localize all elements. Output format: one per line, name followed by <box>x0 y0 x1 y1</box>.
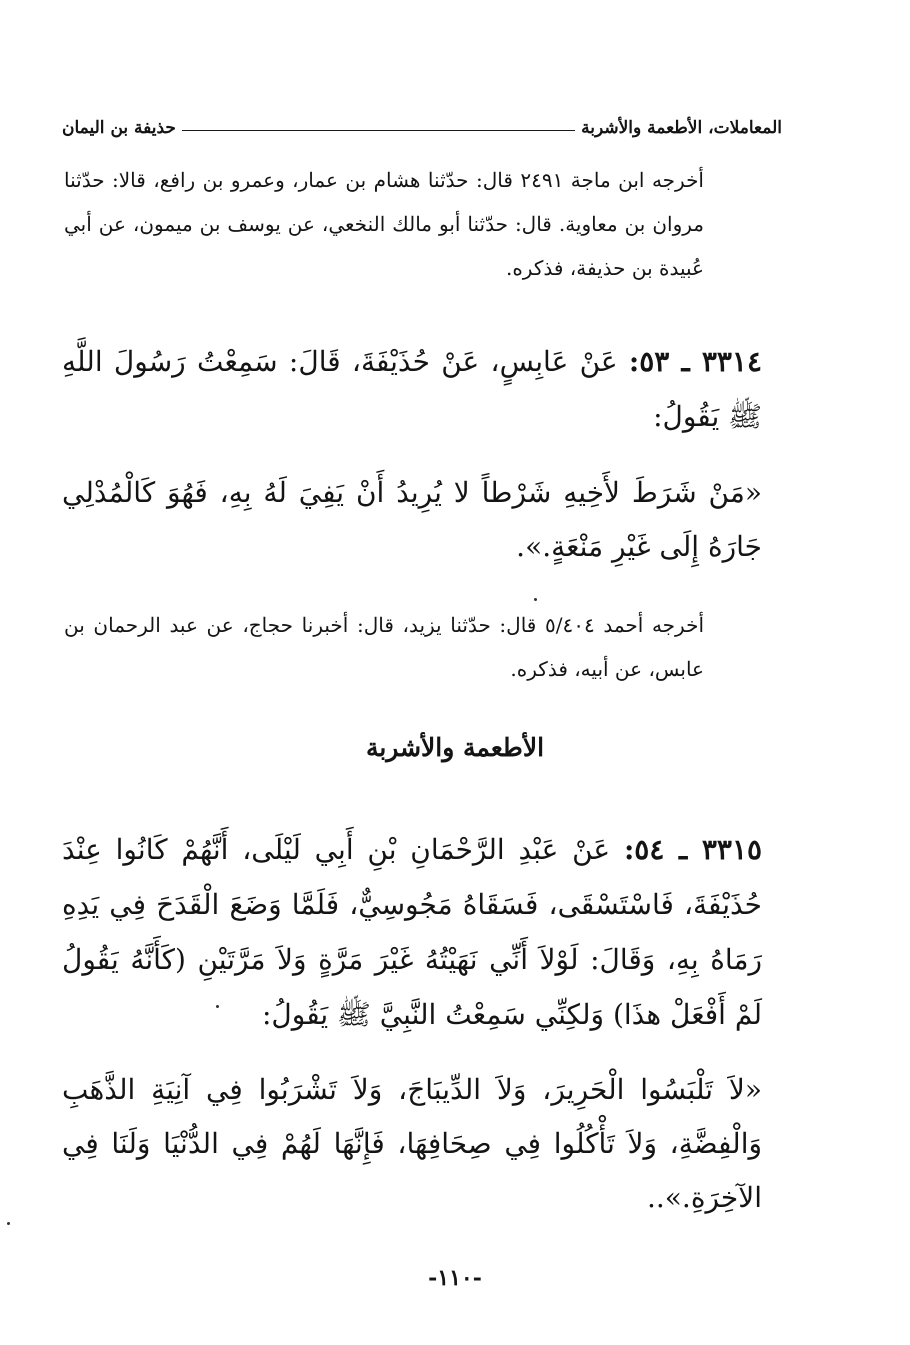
page-number: -١١٠- <box>428 1265 482 1291</box>
scan-speck <box>7 1222 10 1225</box>
hadith-53-text: عَنْ عَابِسٍ، عَنْ حُذَيْفَةَ، قَالَ: سَمِعْتُ رَسُولَ اللَّهِ ﷺ يَقُولُ: <box>62 345 762 433</box>
source-note-1 <box>64 158 704 290</box>
hadith-53-quote <box>62 466 762 574</box>
source-note-2-text: أخرجه أحمد ٥/٤٠٤ قال: حدّثنا يزيد، قال: أخبرنا حجاج، عن عبد الرحمان بن عابس، عن أبيه، فذكره. <box>64 613 704 681</box>
hadith-54-number: ٣٣١٥ ـ ٥٤: <box>623 833 763 866</box>
running-head-left: حذيفة بن اليمان <box>62 118 176 138</box>
running-head-right: المعاملات، الأطعمة والأشربة <box>581 118 782 138</box>
hadith-54-text: عَنْ عَبْدِ الرَّحْمَانِ بْنِ أَبِي لَيْلَى، أَنَّهُمْ كَانُوا عِنْدَ حُذَيْفَةَ، فَاسْتَسْقَى، فَسَقَاهُ مَجُوسِيٌّ، فَلَمَّا وَضَعَ الْقَدَحَ فِي يَدِهِ رَمَاهُ بِهِ، وَقَالَ: لَوْلاَ أَنِّي نَهَيْتُهُ غَيْرَ مَرَّةٍ وَلاَ مَرَّتَيْنِ (كَأَنَّهُ يَقُولُ لَمْ أَفْعَلْ هذَا) وَلكِنِّي سَمِعْتُ النَّبِيَّ ﷺ يَقُولُ: <box>62 833 762 1031</box>
source-note-2 <box>64 603 704 691</box>
scan-speck <box>534 598 537 601</box>
hadith-54-quote <box>62 1063 762 1225</box>
running-head-rule <box>182 130 575 131</box>
source-note-1-text: أخرجه ابن ماجة ٢٤٩١ قال: حدّثنا هشام بن عمار، وعمرو بن رافع، قالا: حدّثنا مروان بن معاوية. قال: حدّثنا أبو مالك النخعي، عن يوسف بن ميمون، عن أبي عُبيدة بن حذيفة، فذكره. <box>64 168 704 280</box>
section-heading: الأطعمة والأشربة <box>365 733 545 762</box>
scan-speck <box>216 1005 219 1008</box>
hadith-54 <box>62 822 762 1042</box>
hadith-53-quote-text: «مَنْ شَرَطَ لأَخِيهِ شَرْطاً لا يُرِيدُ أَنْ يَفِيَ لَهُ بِهِ، فَهُوَ كَالْمُدْلِي جَارَهُ إِلَى غَيْرِ مَنْعَةٍ.». <box>62 476 762 563</box>
hadith-53 <box>62 334 762 444</box>
hadith-53-number: ٣٣١٤ ـ ٥٣: <box>628 345 762 378</box>
running-head <box>62 108 782 138</box>
hadith-54-quote-text: «لاَ تَلْبَسُوا الْحَرِيرَ، وَلاَ الدِّيبَاجَ، وَلاَ تَشْرَبُوا فِي آنِيَةِ الذَّهَبِ وَالْفِضَّةِ، وَلاَ تَأْكُلُوا فِي صِحَافِهَا، فَإِنَّهَا لَهُمْ فِي الدُّنْيَا وَلَنَا فِي الآخِرَةِ.».. <box>62 1073 762 1214</box>
